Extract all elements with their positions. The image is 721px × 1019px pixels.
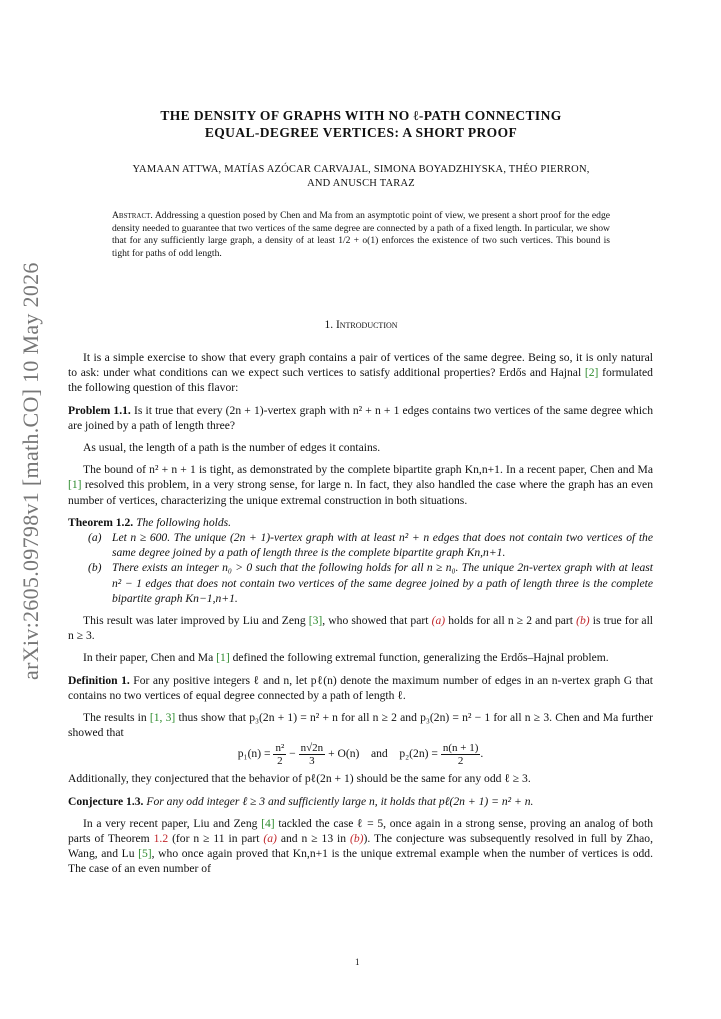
citation-link[interactable]: [3]: [308, 614, 323, 628]
theorem-item-a: [68, 530, 653, 560]
ref-link-theorem[interactable]: 1.2: [153, 832, 169, 846]
paragraph-5-end: defined the following extremal function, generalizing the Erdős–Hajnal problem.: [232, 651, 609, 665]
theorem-item-b: [68, 560, 653, 606]
fraction-numerator: n²: [275, 742, 285, 755]
citation-link[interactable]: [2]: [584, 366, 599, 380]
ref-link-a[interactable]: (a): [431, 614, 446, 628]
paragraph-3-end: resolved this problem, in a very strong sense, for large n. In fact, they also handled the case where the graph has an even number of vertices, characterizing the unique extremal construction in both situations.: [68, 478, 653, 507]
citation-link[interactable]: [1]: [68, 478, 82, 492]
eq-minus: −: [289, 747, 296, 761]
ref-link-a[interactable]: (a): [263, 832, 277, 846]
paragraph-4-end: is true for all n ≥ 3.: [68, 614, 654, 643]
eq-rest: + O(n) and p₂(2n) =: [328, 747, 438, 761]
paragraph-3-text: The bound of n² + n + 1 is tight, as demonstrated by the complete bipartite graph Kn,n+1. In a recent paper, Chen and Ma: [83, 463, 653, 477]
problem-label: Problem 1.1.: [68, 403, 131, 417]
authors-line-1: YAMAAN ATTWA, MATÍAS AZÓCAR CARVAJAL, SIMONA BOYADZHIYSKA, THÉO PIERRON,: [132, 164, 590, 175]
paragraph-8-part-c: (for n ≥ 11 in part: [172, 832, 260, 846]
citation-link[interactable]: [4]: [261, 816, 275, 830]
fraction: [299, 742, 326, 767]
citation-link[interactable]: [1, 3]: [149, 711, 176, 725]
paragraph-4-text: This result was later improved by Liu and Zeng: [83, 614, 306, 628]
theorem-label: Theorem 1.2.: [68, 515, 134, 529]
paragraph-7: Additionally, they conjectured that the behavior of pℓ(2n + 1) should be the same for any odd ℓ ≥ 3.: [68, 772, 531, 786]
paragraph-6: [68, 710, 653, 740]
problem-1-1: [68, 403, 653, 433]
paragraph-2: As usual, the length of a path is the number of edges it contains.: [83, 441, 381, 455]
ref-link-b[interactable]: (b): [350, 832, 364, 846]
paper-title: [68, 107, 654, 141]
paragraph-8-part-e: ). The conjecture was subsequently resolved in full by Zhao, Wang, and Lu: [68, 832, 653, 861]
page-number: 1: [355, 957, 360, 967]
eq-left: p₁(n) =: [237, 747, 271, 761]
paragraph-8-part-d: and n ≥ 13 in: [280, 832, 347, 846]
citation-link[interactable]: [5]: [138, 847, 152, 861]
definition-label: Definition 1.: [68, 673, 130, 687]
title-line-2: EQUAL-DEGREE VERTICES: A SHORT PROOF: [204, 125, 518, 140]
eq-end: .: [480, 747, 484, 761]
paragraph-3: [68, 462, 653, 508]
fraction-denominator: 2: [457, 755, 464, 768]
display-equation: [68, 742, 653, 767]
title-line-1: THE DENSITY OF GRAPHS WITH NO ℓ-PATH CONNECTING: [160, 108, 562, 123]
paragraph-8: [68, 816, 653, 877]
paragraph-6-end: thus show that p₃(2n + 1) = n² + n for all n ≥ 2 and p₃(2n) = n² − 1 for all n ≥ 3. Chen and Ma further showed that: [68, 711, 653, 740]
fraction-denominator: 3: [309, 755, 315, 768]
item-b-text: There exists an integer n₀ > 0 such that the following holds for all n ≥ n₀. The unique 2n-vertex graph with at least n² − 1 edges that does not contain two vertices of the same degree joined by a path of length three is the complete bipartite graph Kn−1,n+1.: [112, 561, 653, 605]
conjecture-text: For any odd integer ℓ ≥ 3 and sufficiently large n, it holds that pℓ(2n + 1) = n² + n.: [146, 794, 534, 808]
conjecture-label: Conjecture 1.3.: [68, 794, 144, 808]
theorem-text: The following holds.: [136, 515, 232, 529]
fraction: [441, 742, 484, 768]
paragraph-6-text: The results in: [83, 711, 147, 725]
fraction: [273, 742, 286, 767]
abstract: [112, 210, 610, 260]
fraction-numerator: n√2n: [300, 742, 324, 755]
conjecture-1-3: [68, 794, 653, 809]
paragraph-8-text: In a very recent paper, Liu and Zeng: [83, 816, 258, 830]
body-text: [68, 350, 653, 884]
item-a-text: Let n ≥ 600. The unique (2n + 1)-vertex graph with at least n² + n edges that does not contain two vertices of the same degree joined by a path of length three is the complete bipartite graph Kn,n+1.: [112, 531, 653, 560]
paragraph-5-text: In their paper, Chen and Ma: [83, 651, 214, 665]
paragraph-8-end: , who once again proved that Kn,n+1 is the unique extremal example when the number of vertices is odd. The case of an even number of: [68, 847, 653, 876]
paragraph-5: [68, 650, 653, 665]
paragraph-1-text: It is a simple exercise to show that every graph contains a pair of vertices of the same degree. Being so, it is only natural to ask: under what conditions can we expect such vertices to satisfy additional properties? Erdős and Hajnal: [68, 351, 653, 380]
definition-1: [68, 673, 653, 703]
definition-text: For any positive integers ℓ and n, let pℓ(n) denote the maximum number of edges in an n-vertex graph G that contains no two vertices of equal degree connected by a path of length ℓ.: [68, 673, 653, 702]
arxiv-sidebar: [18, 262, 46, 680]
theorem-1-2: [68, 515, 653, 606]
item-b-label: (b): [88, 561, 102, 575]
citation-link[interactable]: [1]: [216, 651, 230, 665]
fraction-numerator: n(n + 1): [442, 742, 479, 755]
paragraph-1: [68, 350, 653, 396]
fraction-denominator: 2: [277, 755, 283, 768]
paragraph-4-part-c: holds for all n ≥ 2 and part: [448, 614, 574, 628]
paragraph-4-part-b: , who showed that part: [322, 614, 429, 628]
paragraph-1-end: formulated the following question of this flavor:: [68, 366, 653, 395]
arxiv-identifier: arXiv:2605.09798v1 [math.CO] 10 May 2026: [18, 262, 43, 680]
authors: [68, 163, 654, 191]
paragraph-4: [68, 613, 653, 643]
paragraph-8-part-b: tackled the case ℓ = 5, once again in a strong sense, proving an analog of both parts of Theorem: [68, 816, 653, 846]
abstract-text: Addressing a question posed by Chen and Ma from an asymptotic point of view, we present a short proof for the edge density needed to guarantee that two vertices of the same degree are connected by a path of a fixed length. In particular, we show that for any sufficiently large graph, a density of at least 1/2 + o(1) enforces the existence of two such vertices. This bound is tight for paths of odd length.: [112, 210, 610, 259]
problem-text: Is it true that every (2n + 1)-vertex graph with n² + n + 1 edges contains two vertices of the same degree which are joined by a path of length three?: [68, 403, 653, 432]
section-heading: 1. Introduction: [324, 319, 398, 331]
abstract-label: Abstract.: [112, 210, 153, 221]
authors-line-2: AND ANUSCH TARAZ: [307, 178, 415, 189]
item-a-label: (a): [88, 531, 102, 545]
ref-link-b[interactable]: (b): [576, 614, 590, 628]
